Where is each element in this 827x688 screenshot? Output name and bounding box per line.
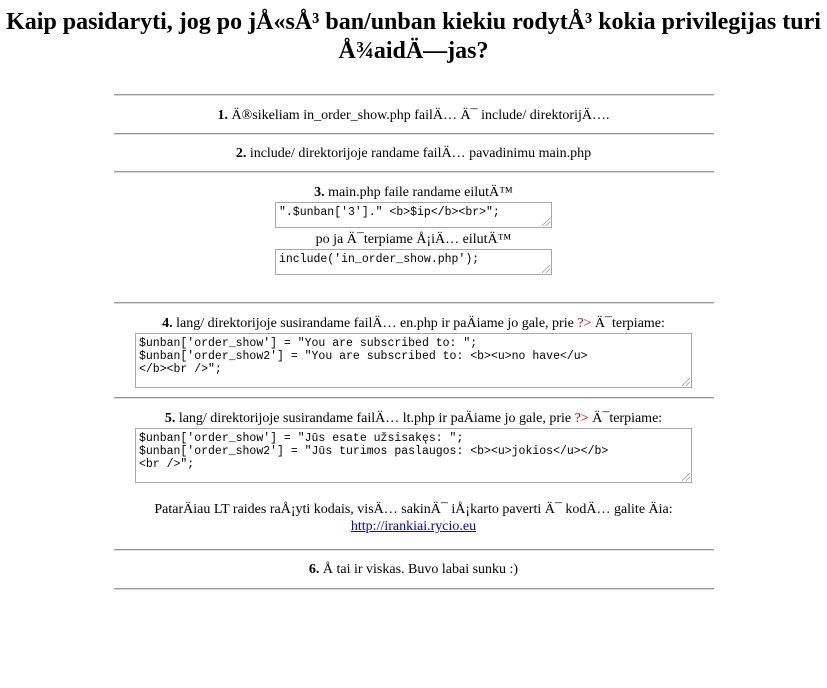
advice-text: PatarÄiau LT raides raÅ¡yti kodais, visÄ… sakinÄ¯ iÅ¡karto paverti Ä¯ kodÄ… galite Äia: <box>154 502 673 517</box>
step-text-after: Ä¯terpiame: <box>594 316 665 331</box>
step-text: Ä®sikeliam in_order_show.php failÄ… Ä¯ include/ direktorijÄ…. <box>231 108 610 123</box>
step-number: 4. <box>162 316 173 331</box>
step-4 <box>114 304 714 397</box>
code-text: $unban['order_show'] = "Jūs esate užsisakęs: "; $unban['order_show2'] = "Jūs turimos paslaugos: <b><u>jokios</u></b> <br />"; <box>139 432 609 471</box>
resize-grip-icon[interactable] <box>542 265 550 273</box>
code-text: $unban['order_show'] = "You are subscribed to: "; $unban['order_show2'] = "You are subscribed to: <b><u>no have</u> </b><br />"; <box>139 337 588 376</box>
step-number: 2. <box>235 146 247 161</box>
step-2 <box>114 135 714 171</box>
steps-list <box>114 94 714 590</box>
code-textarea[interactable] <box>275 249 552 275</box>
step-text: Å tai ir viskas. Buvo labai sunku :) <box>322 562 519 577</box>
step-text: lang/ direktorijoje susirandame failÄ… lt.php ir paÄiame jo gale, prie <box>178 411 572 426</box>
step-1 <box>114 96 714 133</box>
step-text-after: Ä¯terpiame: <box>592 411 663 426</box>
code-text: ".$unban['3']." <b>$ip</b><br>"; <box>279 206 500 219</box>
code-textarea[interactable] <box>135 333 692 388</box>
php-close-tag: ?> <box>574 411 589 426</box>
code-textarea[interactable] <box>135 428 692 483</box>
php-close-tag: ?> <box>577 316 592 331</box>
code-textarea[interactable] <box>275 202 552 228</box>
divider <box>114 588 714 590</box>
step-number: 3. <box>314 185 325 200</box>
resize-grip-icon[interactable] <box>682 473 690 481</box>
step-5 <box>114 399 714 549</box>
step-text: lang/ direktorijoje susirandame failÄ… en.php ir paÄiame jo gale, prie <box>176 316 574 331</box>
resize-grip-icon[interactable] <box>542 218 550 226</box>
step-text: main.php faile randame eilutÄ™ <box>328 185 513 200</box>
step-text: include/ direktorijoje randame failÄ… pavadinimu main.php <box>249 146 592 161</box>
step-6 <box>114 551 714 588</box>
page-title: Kaip pasidaryti, jog po jÅ«sÅ³ ban/unban kiekiu rodytÅ³ kokia privilegijas turi Å¾aidÄ—jas? <box>6 9 821 64</box>
step-number: 5. <box>164 411 176 426</box>
tools-link[interactable]: http://irankiai.rycio.eu <box>350 519 477 534</box>
step-number: 6. <box>308 562 320 577</box>
resize-grip-icon[interactable] <box>682 378 690 386</box>
step-number: 1. <box>217 108 229 123</box>
step-subtext: po ja Ä¯terpiame Å¡iÄ… eilutÄ™ <box>315 232 512 247</box>
step-3 <box>114 173 714 302</box>
code-text: include('in_order_show.php'); <box>279 253 480 266</box>
